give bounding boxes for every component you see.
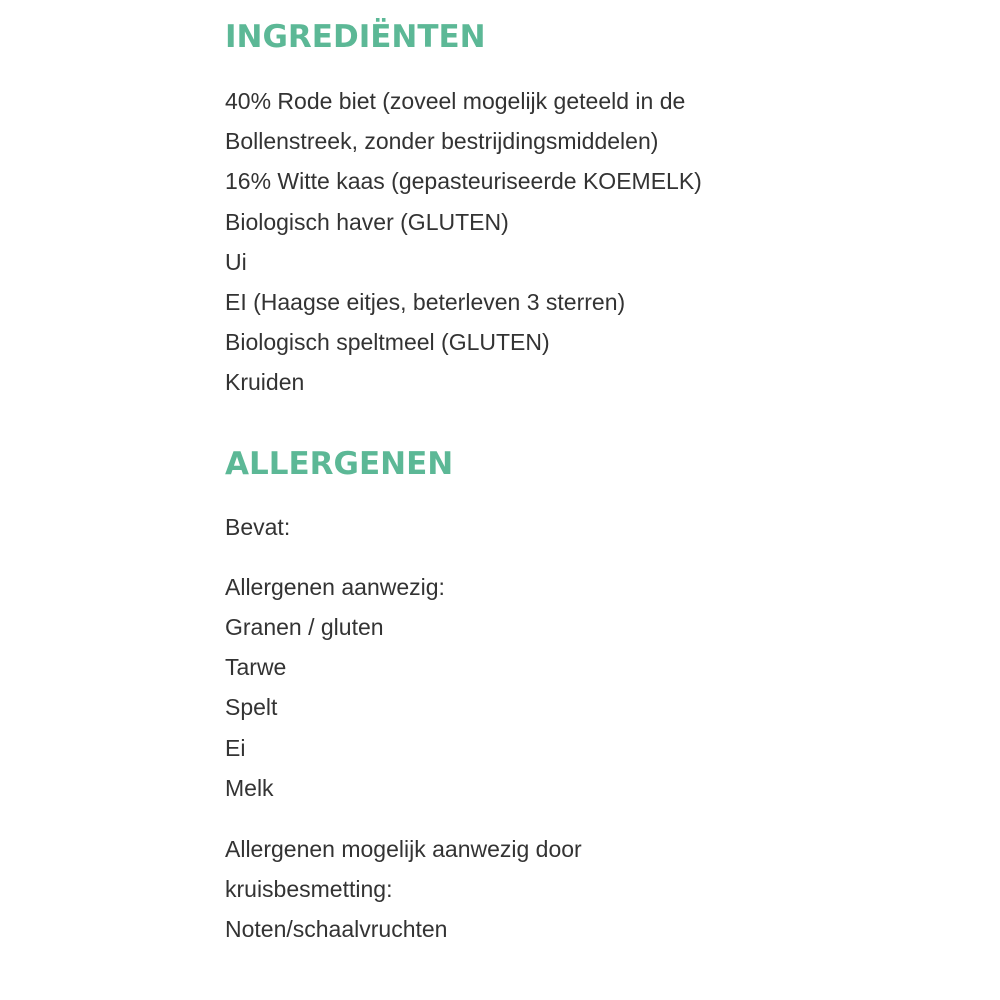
possible-allergen-item: Noten/schaalvruchten (225, 916, 448, 943)
allergens-possible-block (225, 829, 785, 950)
allergens-possible-label: Allergenen mogelijk aanwezig door (225, 836, 582, 863)
allergen-item: Spelt (225, 694, 278, 721)
ingredient-line: 40% Rode biet (zoveel mogelijk geteeld in de (225, 88, 686, 114)
allergen-item: Granen / gluten (225, 614, 384, 641)
contains-label: Bevat: (225, 513, 291, 540)
contains-block (225, 507, 785, 547)
ingredient-line: Bollenstreek, zonder bestrijdingsmiddelen) (225, 128, 659, 155)
allergen-item: Ei (225, 734, 246, 761)
allergens-present-block (225, 567, 785, 808)
ingredient-line: Biologisch haver (GLUTEN) (225, 208, 509, 235)
ingredients-list (225, 81, 785, 403)
allergens-section (225, 441, 785, 950)
ingredient-line: Kruiden (225, 369, 305, 396)
ingredient-line: 16% Witte kaas (gepasteuriseerde KOEMELK) (225, 168, 702, 195)
ingredient-line: Biologisch speltmeel (GLUTEN) (225, 329, 550, 356)
allergens-possible-label: kruisbesmetting: (225, 876, 393, 903)
product-info (225, 14, 785, 950)
ingredients-heading: INGREDIËNTEN (225, 19, 486, 55)
ingredients-section (225, 14, 785, 403)
allergens-present-label: Allergenen aanwezig: (225, 573, 445, 600)
allergens-heading: ALLERGENEN (225, 445, 454, 482)
ingredient-line: Ui (225, 248, 247, 275)
ingredient-line: EI (Haagse eitjes, beterleven 3 sterren) (225, 289, 626, 316)
allergen-item: Melk (225, 774, 274, 801)
allergen-item: Tarwe (225, 654, 287, 681)
